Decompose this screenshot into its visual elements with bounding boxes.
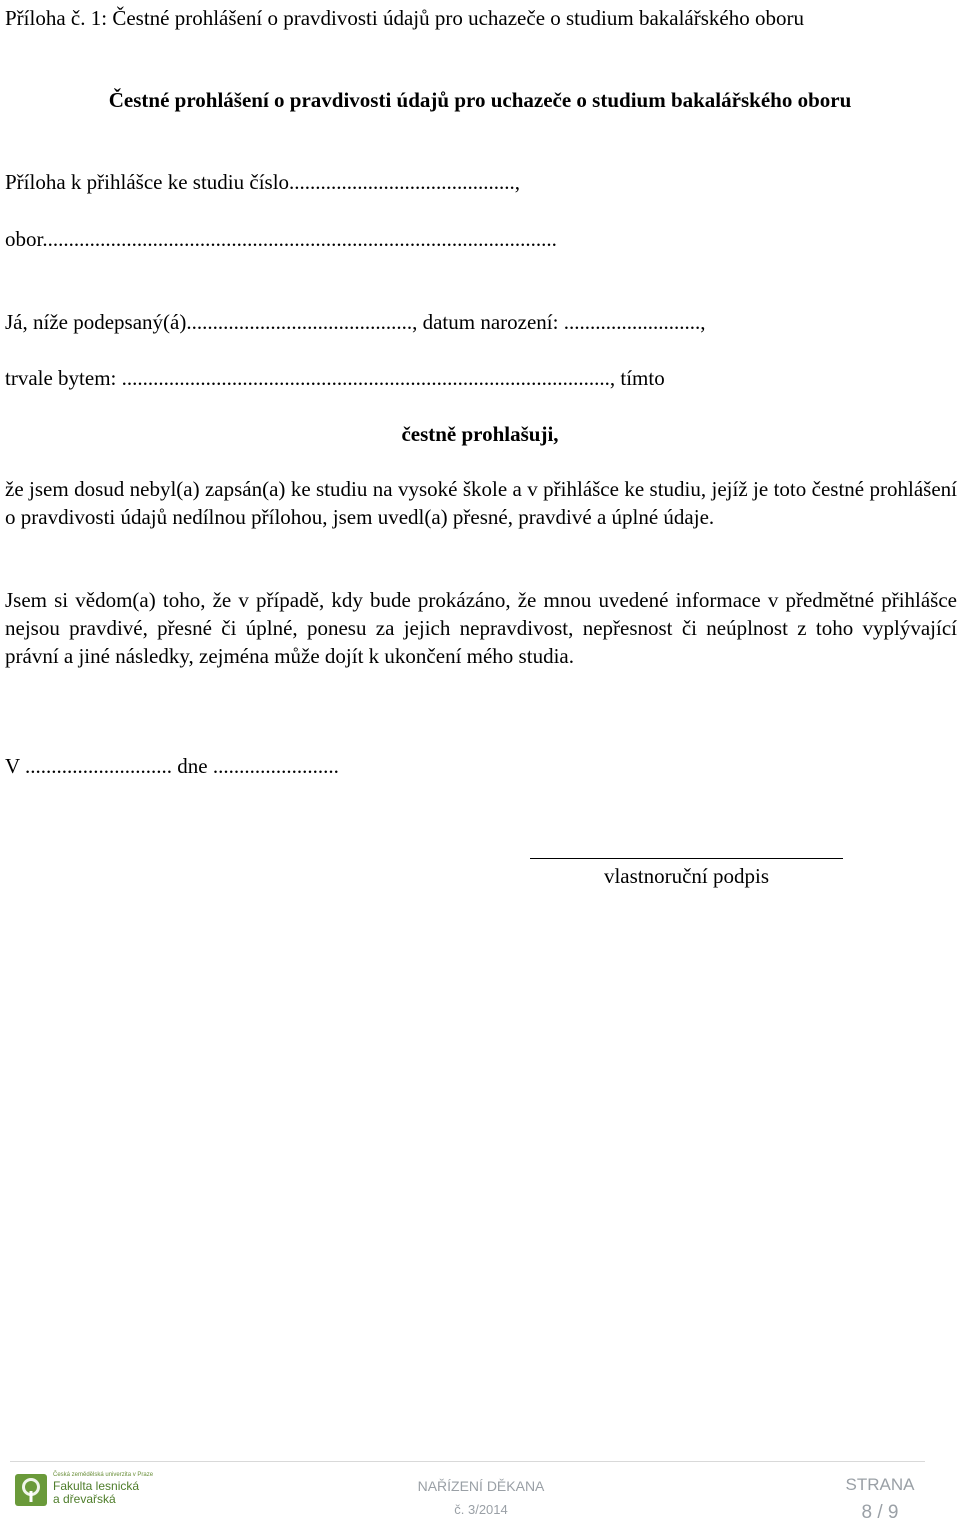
footer-decree-label: NAŘÍZENÍ DĚKANA xyxy=(417,1478,545,1494)
footer-page-number: 8 / 9 xyxy=(861,1502,899,1523)
application-number-line: Příloha k přihlášce ke studiu číslo..........................................., xyxy=(5,170,521,194)
declaration-paragraph: že jsem dosud nebyl(a) zapsán(a) ke studiu na vysoké škole a v přihlášce ke studiu, jejíž je toto čestné prohlášení o pravdivosti údajů nedílnou přílohou, jsem uvedl(a) přesné, pravdivé a úplné údaje. xyxy=(5,477,957,529)
tree-icon xyxy=(15,1474,47,1506)
field-of-study-line: obor.................................................................................................. xyxy=(5,227,557,251)
appendix-heading: Příloha č. 1: Čestné prohlášení o pravdivosti údajů pro uchazeče o studium bakalářského oboru xyxy=(5,6,804,30)
footer-divider xyxy=(10,1461,925,1462)
footer-decree-number: č. 3/2014 xyxy=(454,1502,508,1517)
signature-line xyxy=(530,858,843,859)
footer-page-label: STRANA xyxy=(845,1475,915,1494)
logo-faculty-line-1: Fakulta lesnická xyxy=(53,1479,140,1493)
residence-line: trvale bytem: ............................................................................................., tímto xyxy=(5,366,665,390)
name-birthdate-line: Já, níže podepsaný(á)..........................................., datum narození: .........................., xyxy=(5,310,706,334)
place-date-line: V ............................ dne ........................ xyxy=(5,754,339,778)
logo-faculty-text xyxy=(53,1480,139,1506)
page-title: Čestné prohlášení o pravdivosti údajů pro uchazeče o studium bakalářského oboru xyxy=(108,88,852,112)
faculty-logo xyxy=(15,1472,155,1512)
logo-faculty-line-2: a dřevařská xyxy=(53,1492,116,1506)
consequences-paragraph: Jsem si vědom(a) toho, že v případě, kdy bude prokázáno, že mnou uvedené informace v předmětné přihlášce nejsou pravdivé, přesné či úplné, ponesu za jejich nepravdivost, nepřesnost či neúplnost z toho vyplývající právní a jiné následky, zejména může dojít k ukončení mého studia. xyxy=(5,588,957,668)
logo-university-text: Česká zemědělská univerzita v Praze xyxy=(53,1472,154,1478)
declaration-heading: čestně prohlašuji, xyxy=(401,422,559,446)
signature-label: vlastnoruční podpis xyxy=(603,864,770,888)
